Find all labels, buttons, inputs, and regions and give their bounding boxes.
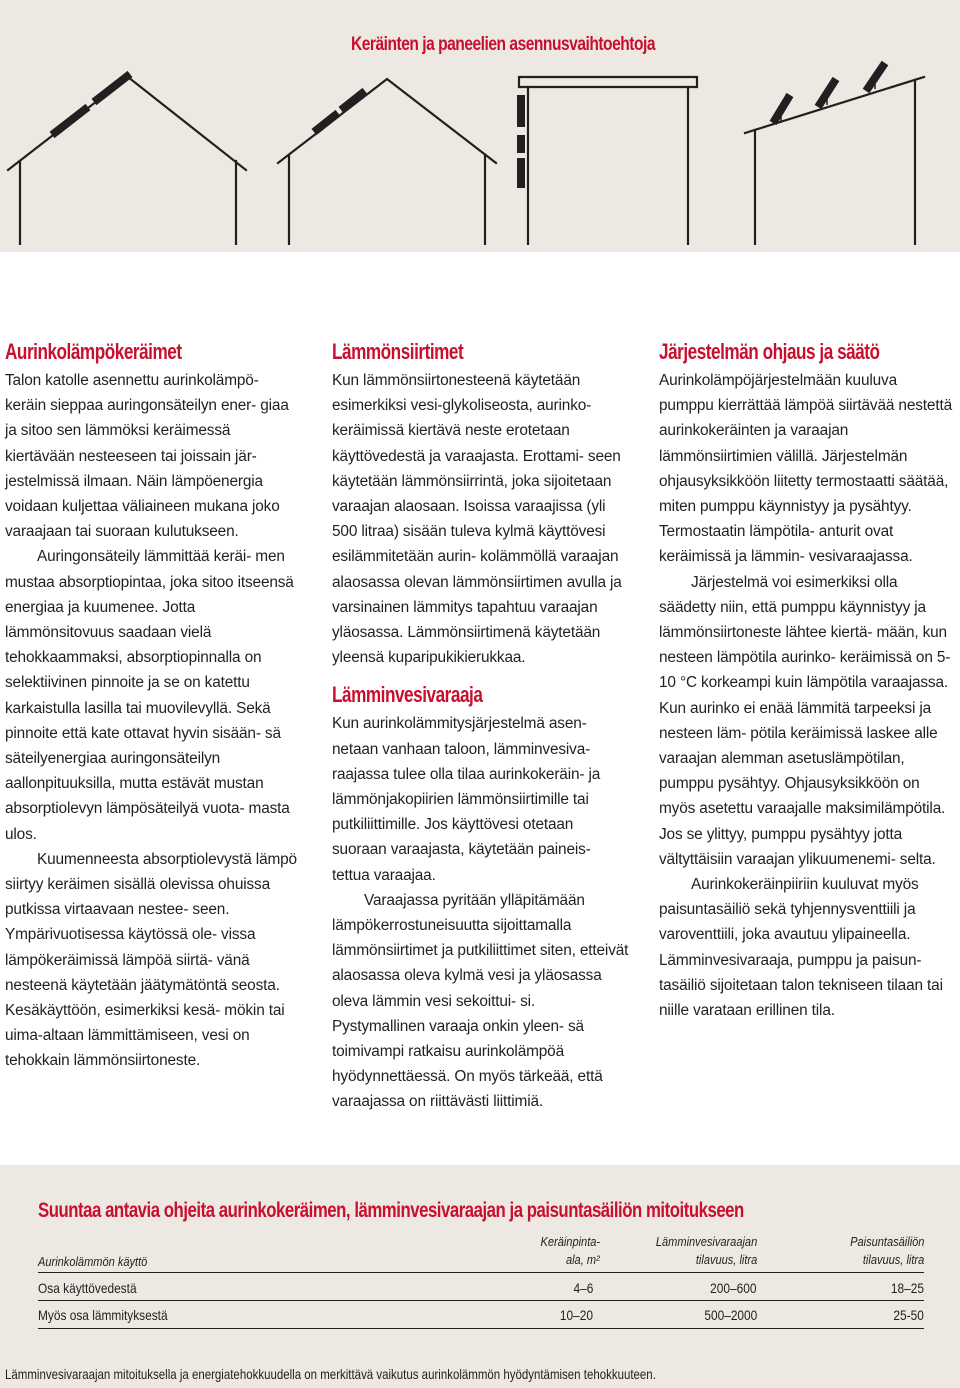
footnote: Lämminvesivaraajan mitoituksella ja energiatehokkuudella on merkittävä vaikutus aurinkolämmön hyödyntämisen tehokkuuteen. <box>5 1366 656 1382</box>
section-title: Keräinten ja paneelien asennusvaihtoehtoja <box>351 34 656 55</box>
column-solar-collectors <box>5 338 300 1074</box>
collector-panel <box>314 113 338 132</box>
house-wall-mounted <box>278 79 496 245</box>
table-header-area-line2: ala, m² <box>566 1252 600 1267</box>
house-flat-roof <box>519 77 697 245</box>
table-header-area-line1: Keräinpinta- <box>540 1234 600 1249</box>
paragraph: Järjestelmä voi esimerkiksi olla säädetty niin, että pumppu käynnistyy ja lämmönsiirtoneste lähtee kiertä- mään, kun nesteen lämpötila aurinko- keräimissä on 5-10 °C korkeampi kuin lämpötila varaajassa. Kun aurinko ei enää lämmitä tarpeeksi ja nesteen läm- pötila keräimissä laskee alle varaajan alemman asetuslämpötilan, pumppu pysähtyy. Ohjausyksikköön on myös asetettu varaajalle maksimilämpötila. Jos se ylittyy, pumppu pysähtyy jotta vältyttäisiin varaajan ylikuumenemi- selta. <box>659 573 951 868</box>
table-header-use: Aurinkolämmön käyttö <box>38 1254 148 1269</box>
column-control-system <box>659 338 955 1023</box>
row-tank: 500–2000 <box>704 1307 757 1323</box>
heading-hot-water-tank: Lämminvesivaraaja <box>332 682 483 708</box>
row-use: Myös osa lämmityksestä <box>38 1307 168 1323</box>
row-use: Osa käyttövedestä <box>38 1280 137 1296</box>
paragraph: Kun lämmönsiirtonesteenä käytetään esimerkiksi vesi-glykoliseosta, aurinko- keräimissä kiertävä neste erotetaan käyttövedestä ja varaajasta. Erottami- seen käytetään lämmönsiirrintä, joka sijoitetaan varaajan alaosaan. Isoissa varaajissa (yli 500 litraa) sisään tuleva kylmä käyttövesi esilämmitetään aurin- kolämmöllä varaajan alaosassa olevan lämmönsiirtimen avulla ja varsinainen lämmitys tapahtuu varaajan yläosassa. Lämmönsiirtimenä käytetään yleensä kuparipukikierukkaa. <box>332 372 622 667</box>
paragraph: Auringonsäteily lämmittää keräi- men mustaa absorptiopintaa, joka sitoo itseensä energiaa ja kuumenee. Jotta lämmönsitovuus saadaan vielä tehokkaammaksi, absorptiopinnalla on selektiivinen pinnoite ja se on katettu karkaistulla lasilla tai muovilevyllä. Sekä pinnoite että kate ottavat hyvin sisään- sä säteilyenergiaa auringonsäteilyn aallonpituuksilla, mutta estävät mustan absorptiolevyn lämpösäteilyä vuota- masta ulos. <box>5 548 294 843</box>
house-steep-roof <box>8 77 246 245</box>
house-sloped-roof <box>745 77 924 245</box>
heading-solar-collectors: Aurinkolämpökeräimet <box>5 339 182 364</box>
heading-heat-exchangers: Lämmönsiirtimet <box>332 339 464 364</box>
table-rule <box>38 1300 924 1301</box>
paragraph: Aurinkolämpöjärjestelmään kuuluva pumppu kierrättää lämpöä siirtävää nestettä aurinkokeräinten ja varaajan lämmönsiirtimien välillä. Järjestelmän ohjausyksikköön liitetty termostaatti säätää, miten pumppu käynnistyy ja pysähtyy. Termostaatin lämpötila- anturit ovat keräimissä ja lämmin- vesivaraajassa. <box>659 372 952 566</box>
column-heat-exchangers <box>332 338 630 1115</box>
paragraph: Aurinkokeräinpiiriin kuuluvat myös paisuntasäiliö sekä tyhjennysventtiili ja varoventtiili, joka avautuu ylipaineella. Lämminvesivaraaja, pumppu ja paisun- tasäiliö sijoitetaan talon tekniseen tilaan tai niille varataan erillinen tila. <box>659 876 943 1020</box>
row-expansion: 25-50 <box>893 1307 924 1323</box>
table-header-expansion-line1: Paisuntasäiliön <box>849 1234 924 1249</box>
collector-panel <box>52 107 88 135</box>
paragraph: Kuumenneesta absorptiolevystä lämpö siirtyy keräimen sisällä olevissa ohuissa putkissa virtaavaan nestee- seen. Ympärivuotisessa käytössä ole- vissa lämpökeräimissä lämpöä siirtä- vänä nesteenä käytetään jäätymätöntä seosta. Kesäkäyttöön, esimerkiksi kesä- mökin tai uima-altaan lämmittämiseen, vesi on tehokkain lämmönsiirtoneste. <box>5 850 297 1070</box>
table-header-tank-line1: Lämminvesivaraajan <box>655 1234 757 1249</box>
row-expansion: 18–25 <box>890 1280 924 1296</box>
table-title: Suuntaa antavia ohjeita aurinkokeräimen, lämminvesivaraajan ja paisuntasäiliön mitoitukseen <box>38 1198 744 1222</box>
paragraph: Talon katolle asennettu aurinkolämpö- keräin sieppaa auringonsäteilyn ener- giaa ja sitoo sen lämmöksi keräimessä kiertävään nesteeseen tai joissain jär- jestelmissä ilmaan. Näin lämpöenergia voidaan kuljettaa väliaineen mukana joko varaajaan tai suoraan kulutukseen. <box>5 372 289 541</box>
table-rule <box>38 1328 924 1329</box>
row-area: 4–6 <box>573 1280 593 1296</box>
collector-panel <box>94 74 130 102</box>
row-tank: 200–600 <box>710 1280 757 1296</box>
table-header-expansion-line2: tilavuus, litra <box>862 1252 924 1267</box>
paragraph: Varaajassa pyritään ylläpitämään lämpökerrostuneisuutta sijoittamalla lämmönsiirtimet ja putkiliittimet siten, etteivät alaosassa oleva kylmä vesi ja yläosassa oleva lämmin vesi sekoittui- si. Pystymallinen varaaja onkin yleen- sä toimivampi ratkaisu aurinkolämpöä hyödynnettäessä. On myös tärkeää, että varaajassa on riittävästi liittimiä. <box>332 891 629 1111</box>
house-diagrams <box>0 55 960 245</box>
paragraph: Kun aurinkolämmitysjärjestelmä asen- netaan vanhaan taloon, lämminvesiva- raajassa tulee olla tilaa aurinkokeräin- ja lämmönjakopiirien lämmönsiirtimille tai putkiliittimille. Jos käyttövesi otetaan suoraan varaajasta, käytetään paineis- tettua varaajaa. <box>332 715 601 884</box>
row-area: 10–20 <box>559 1307 593 1323</box>
heading-control-system: Järjestelmän ohjaus ja säätö <box>659 339 880 364</box>
table-rule <box>38 1272 924 1273</box>
table-header-tank-line2: tilavuus, litra <box>695 1252 757 1267</box>
collector-panel <box>341 91 365 110</box>
